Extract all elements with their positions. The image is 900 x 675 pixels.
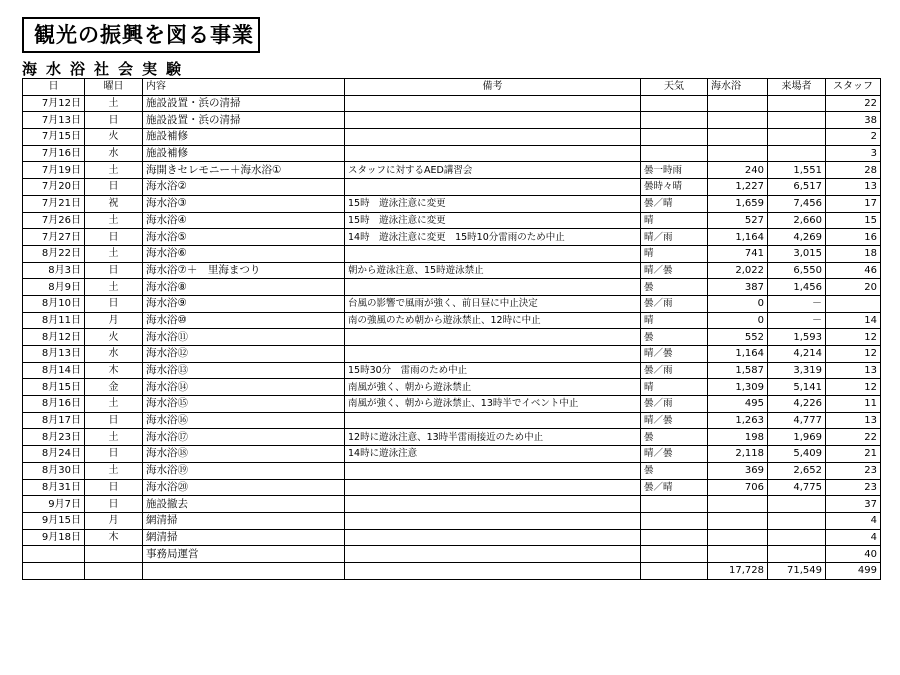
- row-note: 15時 遊泳注意に変更: [345, 195, 641, 212]
- row-note: 朝から遊泳注意、15時遊泳禁止: [345, 262, 641, 279]
- row-visitors: [768, 496, 826, 513]
- row-weekday: 木: [85, 529, 143, 546]
- row-content: 海水浴⑬: [143, 362, 345, 379]
- row-weather: 曇: [641, 329, 708, 346]
- row-visitors: [768, 546, 826, 563]
- row-weekday: 土: [85, 212, 143, 229]
- table-row: [23, 295, 881, 312]
- row-note: 14時 遊泳注意に変更 15時10分雷雨のため中止: [345, 229, 641, 246]
- row-note: [345, 479, 641, 496]
- row-date: 8月14日: [23, 362, 85, 379]
- row-weekday: 日: [85, 262, 143, 279]
- row-date: [23, 546, 85, 563]
- row-content: 海水浴⑨: [143, 295, 345, 312]
- totals-blank: [143, 562, 345, 579]
- totals-blank: [23, 562, 85, 579]
- row-bathers: 495: [708, 396, 768, 413]
- row-content: 事務局運営: [143, 546, 345, 563]
- row-weather: [641, 129, 708, 146]
- row-weather: 晴／曇: [641, 412, 708, 429]
- header-visitors: 来場者: [768, 79, 826, 96]
- row-visitors: [768, 95, 826, 112]
- row-bathers: 1,263: [708, 412, 768, 429]
- row-date: 7月15日: [23, 129, 85, 146]
- row-weekday: 祝: [85, 195, 143, 212]
- total-visitors: 71,549: [768, 562, 826, 579]
- row-bathers: 1,659: [708, 195, 768, 212]
- row-visitors: 1,593: [768, 329, 826, 346]
- row-weekday: 日: [85, 479, 143, 496]
- row-weekday: 土: [85, 396, 143, 413]
- row-weather: [641, 546, 708, 563]
- row-weather: 曇: [641, 279, 708, 296]
- row-visitors: [768, 512, 826, 529]
- header-content: 内容: [143, 79, 345, 96]
- row-content: 海水浴⑭: [143, 379, 345, 396]
- row-weekday: 日: [85, 112, 143, 129]
- row-date: 8月3日: [23, 262, 85, 279]
- table-row: [23, 179, 881, 196]
- row-visitors: 3,015: [768, 245, 826, 262]
- row-staff: 38: [826, 112, 881, 129]
- row-note: [345, 346, 641, 363]
- row-staff: 20: [826, 279, 881, 296]
- row-weather: 曇／晴: [641, 195, 708, 212]
- row-bathers: 1,587: [708, 362, 768, 379]
- row-bathers: 527: [708, 212, 768, 229]
- row-visitors: 7,456: [768, 195, 826, 212]
- row-weekday: 月: [85, 312, 143, 329]
- row-date: 8月10日: [23, 295, 85, 312]
- row-bathers: 1,164: [708, 229, 768, 246]
- row-visitors: 6,517: [768, 179, 826, 196]
- table-row: [23, 129, 881, 146]
- table-row: [23, 496, 881, 513]
- row-weather: 曇: [641, 462, 708, 479]
- table-row: [23, 512, 881, 529]
- row-visitors: 3,319: [768, 362, 826, 379]
- row-weather: 晴: [641, 379, 708, 396]
- row-visitors: －: [768, 295, 826, 312]
- totals-blank: [345, 562, 641, 579]
- row-weekday: 日: [85, 496, 143, 513]
- table-row: [23, 329, 881, 346]
- row-date: 7月20日: [23, 179, 85, 196]
- row-note: [345, 245, 641, 262]
- row-content: 施設補修: [143, 145, 345, 162]
- row-weather: 晴／曇: [641, 446, 708, 463]
- row-note: [345, 329, 641, 346]
- row-date: 7月16日: [23, 145, 85, 162]
- row-weather: 曇時々晴: [641, 179, 708, 196]
- row-content: 網清掃: [143, 529, 345, 546]
- row-visitors: 1,969: [768, 429, 826, 446]
- row-weather: 曇／晴: [641, 479, 708, 496]
- row-note: 15時30分 雷雨のため中止: [345, 362, 641, 379]
- row-content: 施設補修: [143, 129, 345, 146]
- row-date: 8月12日: [23, 329, 85, 346]
- row-note: [345, 512, 641, 529]
- row-weekday: 土: [85, 279, 143, 296]
- row-staff: 3: [826, 145, 881, 162]
- row-bathers: [708, 112, 768, 129]
- header-bathers: 海水浴: [708, 79, 768, 96]
- row-date: 7月21日: [23, 195, 85, 212]
- row-visitors: 6,550: [768, 262, 826, 279]
- row-weekday: 土: [85, 429, 143, 446]
- row-bathers: 0: [708, 295, 768, 312]
- page-title: 観光の振興を図る事業: [22, 17, 260, 53]
- row-staff: 46: [826, 262, 881, 279]
- row-date: 7月26日: [23, 212, 85, 229]
- table-row: [23, 362, 881, 379]
- row-staff: 4: [826, 512, 881, 529]
- table-row: [23, 446, 881, 463]
- row-visitors: 2,660: [768, 212, 826, 229]
- row-bathers: [708, 529, 768, 546]
- row-weather: 晴／雨: [641, 229, 708, 246]
- row-note: [345, 412, 641, 429]
- row-note: [345, 112, 641, 129]
- table-row: [23, 396, 881, 413]
- row-weekday: 月: [85, 512, 143, 529]
- row-content: 施設設置・浜の清掃: [143, 112, 345, 129]
- table-row: [23, 462, 881, 479]
- table-row: [23, 229, 881, 246]
- row-visitors: 1,456: [768, 279, 826, 296]
- row-staff: 12: [826, 379, 881, 396]
- row-date: 9月15日: [23, 512, 85, 529]
- table-row: [23, 479, 881, 496]
- row-staff: 21: [826, 446, 881, 463]
- row-weather: 曇／雨: [641, 295, 708, 312]
- row-bathers: 1,309: [708, 379, 768, 396]
- row-weekday: 水: [85, 346, 143, 363]
- row-bathers: [708, 129, 768, 146]
- row-date: 8月22日: [23, 245, 85, 262]
- row-weekday: 土: [85, 95, 143, 112]
- table-row: [23, 162, 881, 179]
- row-bathers: [708, 95, 768, 112]
- row-content: 海水浴⑱: [143, 446, 345, 463]
- totals-blank: [641, 562, 708, 579]
- row-weather: [641, 496, 708, 513]
- row-weather: [641, 145, 708, 162]
- header-staff: スタッフ: [826, 79, 881, 96]
- table-row: [23, 195, 881, 212]
- totals-blank: [85, 562, 143, 579]
- header-weekday: 曜日: [85, 79, 143, 96]
- row-date: 8月17日: [23, 412, 85, 429]
- row-note: [345, 462, 641, 479]
- row-date: 8月9日: [23, 279, 85, 296]
- row-date: 8月11日: [23, 312, 85, 329]
- row-visitors: 4,775: [768, 479, 826, 496]
- row-staff: 37: [826, 496, 881, 513]
- row-bathers: [708, 496, 768, 513]
- row-note: 14時に遊泳注意: [345, 446, 641, 463]
- row-content: 海水浴③: [143, 195, 345, 212]
- header-weather: 天気: [641, 79, 708, 96]
- row-visitors: 5,141: [768, 379, 826, 396]
- table-row: [23, 429, 881, 446]
- row-bathers: 706: [708, 479, 768, 496]
- row-bathers: 240: [708, 162, 768, 179]
- table-row: [23, 346, 881, 363]
- row-weather: 晴／曇: [641, 346, 708, 363]
- row-bathers: 2,022: [708, 262, 768, 279]
- row-staff: 13: [826, 362, 881, 379]
- table-row: [23, 245, 881, 262]
- row-visitors: 2,652: [768, 462, 826, 479]
- row-weekday: 木: [85, 362, 143, 379]
- row-visitors: 4,269: [768, 229, 826, 246]
- row-note: 南風が強く、朝から遊泳禁止、13時半でイベント中止: [345, 396, 641, 413]
- row-note: [345, 129, 641, 146]
- row-content: 海水浴④: [143, 212, 345, 229]
- total-bathers: 17,728: [708, 562, 768, 579]
- table-row: [23, 145, 881, 162]
- row-visitors: 5,409: [768, 446, 826, 463]
- table-row: [23, 546, 881, 563]
- row-weather: 曇一時雨: [641, 162, 708, 179]
- row-visitors: [768, 145, 826, 162]
- row-visitors: －: [768, 312, 826, 329]
- row-content: 海開きセレモニー＋海水浴①: [143, 162, 345, 179]
- row-content: 海水浴⑳: [143, 479, 345, 496]
- row-date: 8月16日: [23, 396, 85, 413]
- header-note: 備考: [345, 79, 641, 96]
- row-visitors: 4,777: [768, 412, 826, 429]
- header-row: [23, 79, 881, 96]
- row-content: 施設撤去: [143, 496, 345, 513]
- row-content: 海水浴⑫: [143, 346, 345, 363]
- row-staff: 12: [826, 346, 881, 363]
- row-content: 海水浴⑤: [143, 229, 345, 246]
- row-note: スタッフに対するAED講習会: [345, 162, 641, 179]
- row-staff: 13: [826, 412, 881, 429]
- row-staff: 22: [826, 429, 881, 446]
- row-weekday: 土: [85, 245, 143, 262]
- row-note: 南風が強く、朝から遊泳禁止: [345, 379, 641, 396]
- row-weekday: 火: [85, 329, 143, 346]
- row-weather: 晴: [641, 312, 708, 329]
- row-weather: 晴／曇: [641, 262, 708, 279]
- row-note: [345, 145, 641, 162]
- row-staff: 15: [826, 212, 881, 229]
- header-date: 日: [23, 79, 85, 96]
- table-row: [23, 412, 881, 429]
- row-note: [345, 279, 641, 296]
- row-weekday: 日: [85, 295, 143, 312]
- row-bathers: 2,118: [708, 446, 768, 463]
- row-bathers: 369: [708, 462, 768, 479]
- table-subtitle: 海水浴社会実験: [22, 60, 191, 78]
- row-bathers: 1,227: [708, 179, 768, 196]
- row-content: 海水浴⑥: [143, 245, 345, 262]
- row-staff: 23: [826, 479, 881, 496]
- row-date: 8月13日: [23, 346, 85, 363]
- row-staff: 22: [826, 95, 881, 112]
- row-bathers: [708, 512, 768, 529]
- row-weekday: 水: [85, 145, 143, 162]
- row-weather: 晴: [641, 245, 708, 262]
- row-staff: 17: [826, 195, 881, 212]
- row-content: 海水浴⑩: [143, 312, 345, 329]
- row-note: [345, 496, 641, 513]
- row-content: 海水浴⑪: [143, 329, 345, 346]
- schedule-table: [22, 78, 881, 580]
- row-weather: [641, 529, 708, 546]
- row-visitors: [768, 129, 826, 146]
- row-bathers: [708, 145, 768, 162]
- row-date: 8月30日: [23, 462, 85, 479]
- row-weekday: [85, 546, 143, 563]
- row-content: 施設設置・浜の清掃: [143, 95, 345, 112]
- row-weekday: 日: [85, 179, 143, 196]
- row-bathers: 0: [708, 312, 768, 329]
- row-staff: 28: [826, 162, 881, 179]
- row-visitors: 1,551: [768, 162, 826, 179]
- row-note: 15時 遊泳注意に変更: [345, 212, 641, 229]
- row-staff: 23: [826, 462, 881, 479]
- row-staff: [826, 295, 881, 312]
- row-date: 7月12日: [23, 95, 85, 112]
- row-date: 8月31日: [23, 479, 85, 496]
- table-row: [23, 379, 881, 396]
- row-content: 網清掃: [143, 512, 345, 529]
- row-date: 8月24日: [23, 446, 85, 463]
- row-note: [345, 529, 641, 546]
- row-weekday: 火: [85, 129, 143, 146]
- row-weather: [641, 112, 708, 129]
- row-weather: 曇／雨: [641, 362, 708, 379]
- row-staff: 2: [826, 129, 881, 146]
- row-weekday: 土: [85, 462, 143, 479]
- row-weather: [641, 95, 708, 112]
- row-bathers: 552: [708, 329, 768, 346]
- row-visitors: 4,214: [768, 346, 826, 363]
- row-content: 海水浴⑮: [143, 396, 345, 413]
- row-date: 7月13日: [23, 112, 85, 129]
- row-weekday: 日: [85, 229, 143, 246]
- table-row: [23, 529, 881, 546]
- row-staff: 18: [826, 245, 881, 262]
- row-bathers: 1,164: [708, 346, 768, 363]
- row-note: 南の強風のため朝から遊泳禁止、12時に中止: [345, 312, 641, 329]
- row-note: 台風の影響で風雨が強く、前日昼に中止決定: [345, 295, 641, 312]
- row-staff: 14: [826, 312, 881, 329]
- row-visitors: [768, 529, 826, 546]
- row-bathers: 387: [708, 279, 768, 296]
- row-weather: [641, 512, 708, 529]
- row-bathers: 198: [708, 429, 768, 446]
- row-content: 海水浴⑰: [143, 429, 345, 446]
- row-date: 8月23日: [23, 429, 85, 446]
- row-staff: 4: [826, 529, 881, 546]
- table-row: [23, 112, 881, 129]
- row-weekday: 日: [85, 446, 143, 463]
- table-row: [23, 279, 881, 296]
- row-weekday: 金: [85, 379, 143, 396]
- table-row: [23, 212, 881, 229]
- total-staff: 499: [826, 562, 881, 579]
- row-content: 海水浴⑧: [143, 279, 345, 296]
- row-content: 海水浴⑯: [143, 412, 345, 429]
- row-staff: 40: [826, 546, 881, 563]
- table-row: [23, 95, 881, 112]
- row-content: 海水浴⑦＋ 里海まつり: [143, 262, 345, 279]
- row-date: 9月7日: [23, 496, 85, 513]
- row-weekday: 日: [85, 412, 143, 429]
- row-date: 9月18日: [23, 529, 85, 546]
- row-note: [345, 95, 641, 112]
- row-weather: 曇／雨: [641, 396, 708, 413]
- row-staff: 11: [826, 396, 881, 413]
- row-note: 12時に遊泳注意、13時半雷雨接近のため中止: [345, 429, 641, 446]
- row-staff: 13: [826, 179, 881, 196]
- row-staff: 16: [826, 229, 881, 246]
- row-date: 8月15日: [23, 379, 85, 396]
- row-bathers: [708, 546, 768, 563]
- row-weather: 曇: [641, 429, 708, 446]
- totals-row: [23, 562, 881, 579]
- row-date: 7月19日: [23, 162, 85, 179]
- row-content: 海水浴⑲: [143, 462, 345, 479]
- table-row: [23, 312, 881, 329]
- row-bathers: 741: [708, 245, 768, 262]
- row-staff: 12: [826, 329, 881, 346]
- row-weather: 晴: [641, 212, 708, 229]
- row-visitors: [768, 112, 826, 129]
- row-note: [345, 179, 641, 196]
- row-date: 7月27日: [23, 229, 85, 246]
- row-content: 海水浴②: [143, 179, 345, 196]
- row-weekday: 土: [85, 162, 143, 179]
- row-visitors: 4,226: [768, 396, 826, 413]
- row-note: [345, 546, 641, 563]
- table-row: [23, 262, 881, 279]
